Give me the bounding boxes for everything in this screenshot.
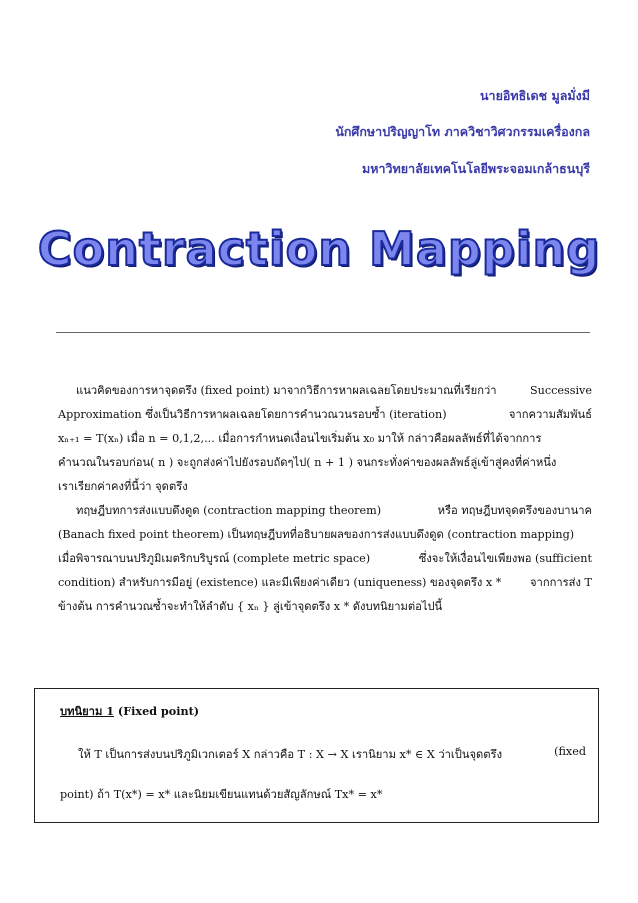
paragraph-line bbox=[58, 451, 592, 475]
paragraph-segment: condition) สำหรับการมีอยู่ (existence) และมีเพียงค่าเดียว (uniqueness) ของจุดตรึง x * bbox=[58, 576, 502, 589]
paragraph-line bbox=[58, 547, 592, 571]
paragraph-segment: ซึ่งจะให้เงื่อนไขเพียงพอ (sufficient bbox=[418, 552, 592, 565]
paragraph-line bbox=[58, 571, 592, 595]
paragraph-line bbox=[58, 523, 592, 547]
definition-line-1-right: (fixed bbox=[554, 745, 586, 758]
paragraph-segment: xₙ₊₁ = T(xₙ) เมื่อ n = 0,1,2,... เมื่อการกำหนดเงื่อนไขเริ่มต้น x₀ มาให้ กล่าวคือผลลัพธ์ที่ได้จากการ bbox=[58, 432, 542, 445]
title-banner bbox=[0, 222, 638, 276]
definition-line-1 bbox=[60, 745, 586, 763]
paragraph-segment: คำนวณในรอบก่อน( n ) จะถูกส่งค่าไปยังรอบถัดๆไป( n + 1 ) จนกระทั่งค่าของผลลัพธ์ลู่เข้าสู่คงที่ค่าหนึ่ง bbox=[58, 456, 557, 469]
paragraph-segment: ข้างต้น การคำนวณซ้ำจะทำให้ลำดับ { xₙ } ลู่เข้าจุดตรึง x * ดังบทนิยามต่อไปนี้ bbox=[58, 600, 443, 613]
paragraph-line bbox=[58, 595, 592, 619]
paragraph-segment: Approximation ซึ่งเป็นวิธีการหาผลเฉลยโดยการคำนวณวนรอบซ้ำ (iteration) bbox=[58, 408, 447, 421]
definition-label: บทนิยาม 1 bbox=[60, 704, 115, 718]
body-text bbox=[58, 379, 592, 619]
paragraph-segment: จากการส่ง T bbox=[530, 576, 592, 589]
definition-line-2: point) ถ้า T(x*) = x* และนิยมเขียนแทนด้วยสัญลักษณ์ Tx* = x* bbox=[60, 788, 383, 801]
definition-box bbox=[34, 688, 599, 823]
paragraph-line bbox=[58, 379, 592, 403]
definition-title: (Fixed point) bbox=[117, 704, 200, 718]
paragraph-segment: เมื่อพิจารณาบนปริภูมิเมตริกบริบูรณ์ (complete metric space) bbox=[58, 552, 371, 565]
author-name: นายอิทธิเดช มูลมั่งมี bbox=[480, 88, 590, 103]
author-position: นักศึกษาปริญญาโท ภาควิชาวิศวกรรมเครื่องกล bbox=[335, 124, 590, 139]
definition-heading bbox=[60, 702, 199, 720]
author-university: มหาวิทยาลัยเทคโนโลยีพระจอมเกล้าธนบุรี bbox=[362, 161, 590, 176]
paragraph-line bbox=[58, 427, 592, 451]
paragraph-line bbox=[58, 475, 592, 499]
paragraph-line bbox=[58, 499, 592, 523]
paragraph-segment: ทฤษฎีบทการส่งแบบดึงดูด (contraction mapping theorem) bbox=[76, 504, 382, 517]
paragraph-segment: หรือ ทฤษฎีบทจุดตรึงของบานาค bbox=[437, 504, 592, 517]
paragraph-segment: เราเรียกค่าคงที่นี้ว่า จุดตรึง bbox=[58, 480, 188, 493]
page-title: Contraction Mapping bbox=[37, 222, 601, 276]
paragraph-line bbox=[58, 403, 592, 427]
paragraph-segment: Successive bbox=[529, 384, 592, 397]
paragraph-segment: จากความสัมพันธ์ bbox=[508, 408, 592, 421]
definition-line-1-left: ให้ T เป็นการส่งบนปริภูมิเวกเตอร์ X กล่าวคือ T : X → X เรานิยาม x* ∈ X ว่าเป็นจุดตรึง bbox=[78, 748, 503, 761]
paragraph-segment: แนวคิดของการหาจุดตรึง (fixed point) มาจากวิธีการหาผลเฉลยโดยประมาณที่เรียกว่า bbox=[76, 384, 497, 397]
divider bbox=[56, 332, 590, 333]
paragraph-segment: (Banach fixed point theorem) เป็นทฤษฎีบทที่อธิบายผลของการส่งแบบดึงดูด (contraction mapping) bbox=[58, 528, 575, 541]
